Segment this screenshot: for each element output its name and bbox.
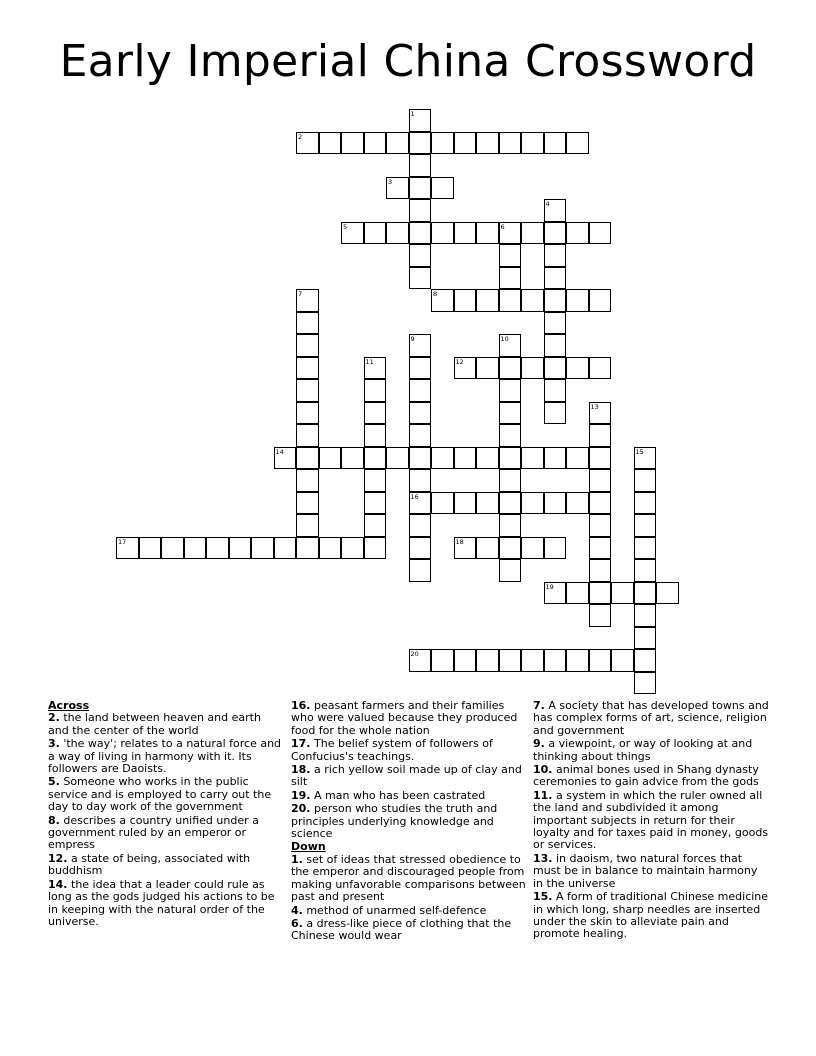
clue-number-label: 2 xyxy=(298,132,303,141)
clue-number: 12. xyxy=(48,851,68,865)
grid-cell[interactable] xyxy=(566,357,589,380)
grid-cell[interactable] xyxy=(409,334,432,357)
grid-cell[interactable] xyxy=(544,334,567,357)
clue-number-label: 18 xyxy=(455,537,464,546)
clue-text: 'the way'; relates to a natural force and a way of living in harmony with it. Its followers are Daoists. xyxy=(48,737,282,776)
clue-number-label: 9 xyxy=(410,335,415,343)
down-clue xyxy=(291,905,527,917)
clue-number-label: 20 xyxy=(410,650,419,658)
grid-cell[interactable] xyxy=(409,357,432,380)
grid-cell[interactable] xyxy=(364,357,387,380)
clue-number: 11. xyxy=(533,788,553,802)
grid-cell[interactable] xyxy=(544,492,567,515)
clue-number: 13. xyxy=(533,851,553,865)
grid-cell[interactable] xyxy=(544,537,567,560)
clue-number-label: 19 xyxy=(545,582,554,591)
clue-text: animal bones used in Shang dynasty ceremonies to gain advice from the gods xyxy=(533,763,759,789)
grid-cell[interactable] xyxy=(341,537,364,560)
grid-cell[interactable] xyxy=(589,357,612,380)
grid-cell[interactable] xyxy=(589,537,612,560)
grid-cell[interactable] xyxy=(409,537,432,560)
clue-number-label: 6 xyxy=(500,222,505,231)
grid-cell[interactable] xyxy=(296,447,319,470)
grid-cell[interactable] xyxy=(409,469,432,492)
clue-text: a rich yellow soil made up of clay and silt xyxy=(291,763,522,789)
grid-cell[interactable] xyxy=(499,447,522,470)
grid-cell[interactable] xyxy=(296,379,319,402)
grid-cell[interactable] xyxy=(589,447,612,470)
clue-text: person who studies the truth and principles underlying knowledge and science xyxy=(291,802,498,841)
clue-text: The belief system of followers of Confucius's teachings. xyxy=(291,737,493,763)
grid-cell[interactable] xyxy=(409,514,432,537)
grid-cell[interactable] xyxy=(544,244,567,267)
grid-cell[interactable] xyxy=(589,289,612,312)
clue-number: 8. xyxy=(48,813,60,827)
clue-number-label: 8 xyxy=(433,290,438,298)
clue-number-label: 17 xyxy=(118,537,127,546)
grid-cell[interactable] xyxy=(544,447,567,470)
page-title: Early Imperial China Crossword xyxy=(59,36,757,87)
grid-cell[interactable] xyxy=(589,222,612,245)
grid-cell[interactable] xyxy=(499,289,522,312)
grid-cell[interactable] xyxy=(296,334,319,357)
grid-cell[interactable] xyxy=(364,132,387,155)
grid-cell[interactable] xyxy=(544,402,567,425)
clue-text: a viewpoint, or way of looking at and thinking about things xyxy=(533,737,753,763)
grid-cell[interactable] xyxy=(341,447,364,470)
grid-cell[interactable] xyxy=(364,379,387,402)
clue-text: peasant farmers and their families who were valued because they produced food for the whole nation xyxy=(291,699,518,737)
grid-cell[interactable] xyxy=(499,424,522,447)
grid-cell[interactable] xyxy=(409,132,432,155)
grid-cell[interactable] xyxy=(364,424,387,447)
clue-number: 7. xyxy=(533,699,545,712)
grid-cell[interactable] xyxy=(589,649,612,672)
clue-text: the land between heaven and earth and the center of the world xyxy=(48,711,261,737)
grid-cell[interactable] xyxy=(521,649,544,672)
grid-cell[interactable] xyxy=(521,492,544,515)
grid-cell[interactable] xyxy=(319,537,342,560)
down-clue xyxy=(533,700,769,737)
grid-cell[interactable] xyxy=(431,289,454,312)
grid-cell[interactable] xyxy=(319,447,342,470)
clue-text: a dress-like piece of clothing that the Chinese would wear xyxy=(291,916,512,943)
across-clue xyxy=(48,853,284,878)
grid-cell[interactable] xyxy=(454,649,477,672)
grid-cell[interactable] xyxy=(409,424,432,447)
clue-number: 10. xyxy=(533,763,553,777)
clue-number-label: 12 xyxy=(455,357,464,366)
grid-cell[interactable] xyxy=(454,357,477,380)
grid-cell[interactable] xyxy=(454,289,477,312)
grid-cell[interactable] xyxy=(476,649,499,672)
clue-text: in daoism, two natural forces that must be in balance to maintain harmony in the universe xyxy=(533,851,758,890)
clue-column-3 xyxy=(533,700,769,942)
clue-number-label: 10 xyxy=(500,335,509,343)
grid-cell[interactable] xyxy=(116,537,139,560)
down-heading: Down xyxy=(291,840,326,854)
grid-cell[interactable] xyxy=(386,177,409,200)
grid-cell[interactable] xyxy=(139,537,162,560)
grid-cell[interactable] xyxy=(589,469,612,492)
grid-cell[interactable] xyxy=(274,447,297,470)
grid-cell[interactable] xyxy=(566,222,589,245)
clue-number-label: 4 xyxy=(545,200,550,208)
grid-cell[interactable] xyxy=(544,379,567,402)
grid-cell[interactable] xyxy=(634,514,657,537)
grid-cell[interactable] xyxy=(206,537,229,560)
grid-cell[interactable] xyxy=(274,537,297,560)
grid-cell[interactable] xyxy=(386,222,409,245)
grid-cell[interactable] xyxy=(296,132,319,155)
clue-number-label: 1 xyxy=(410,110,415,118)
grid-cell[interactable] xyxy=(409,379,432,402)
grid-cell[interactable] xyxy=(544,312,567,335)
grid-cell[interactable] xyxy=(319,132,342,155)
grid-cell[interactable] xyxy=(386,447,409,470)
grid-cell[interactable] xyxy=(634,672,657,695)
clue-number-label: 16 xyxy=(410,492,419,501)
clue-text: Someone who works in the public service and is employed to carry out the day to day work of the government xyxy=(48,775,272,814)
grid-cell[interactable] xyxy=(431,222,454,245)
grid-cell[interactable] xyxy=(566,649,589,672)
grid-cell[interactable] xyxy=(454,222,477,245)
grid-cell[interactable] xyxy=(589,402,612,425)
grid-cell[interactable] xyxy=(566,289,589,312)
grid-cell[interactable] xyxy=(364,222,387,245)
grid-cell[interactable] xyxy=(499,222,522,245)
grid-cell[interactable] xyxy=(409,267,432,290)
grid-cell[interactable] xyxy=(499,267,522,290)
grid-cell[interactable] xyxy=(296,289,319,312)
grid-cell[interactable] xyxy=(476,289,499,312)
grid-cell[interactable] xyxy=(521,222,544,245)
down-clue xyxy=(533,738,769,763)
grid-cell[interactable] xyxy=(476,132,499,155)
clue-number-label: 13 xyxy=(590,402,599,411)
grid-cell[interactable] xyxy=(589,559,612,582)
grid-cell[interactable] xyxy=(611,582,634,605)
clue-number-label: 3 xyxy=(388,177,393,186)
grid-cell[interactable] xyxy=(476,222,499,245)
grid-cell[interactable] xyxy=(364,469,387,492)
grid-cell[interactable] xyxy=(296,402,319,425)
grid-cell[interactable] xyxy=(656,582,679,605)
clue-text: the idea that a leader could rule as long as the gods judged his actions to be in keeping with the natural order of the universe. xyxy=(48,877,275,928)
grid-cell[interactable] xyxy=(364,537,387,560)
grid-cell[interactable] xyxy=(611,649,634,672)
down-clue xyxy=(291,854,527,904)
down-clue xyxy=(533,790,769,852)
clue-number: 18. xyxy=(291,763,311,777)
grid-cell[interactable] xyxy=(634,447,657,470)
grid-cell[interactable] xyxy=(431,177,454,200)
grid-cell[interactable] xyxy=(409,244,432,267)
grid-cell[interactable] xyxy=(409,177,432,200)
grid-cell[interactable] xyxy=(386,132,409,155)
clue-text: A society that has developed towns and has complex forms of art, science, religion and government xyxy=(533,699,769,737)
grid-cell[interactable] xyxy=(431,649,454,672)
clue-text: describes a country unified under a government ruled by an emperor or empress xyxy=(48,813,259,852)
across-clue xyxy=(291,764,527,789)
grid-cell[interactable] xyxy=(521,132,544,155)
grid-cell[interactable] xyxy=(296,537,319,560)
grid-cell[interactable] xyxy=(499,559,522,582)
clue-number: 17. xyxy=(291,737,311,751)
clue-text: set of ideas that stressed obedience to the emperor and discouraged people from making unfavorable comparisons between past and present xyxy=(291,852,526,904)
grid-cell[interactable] xyxy=(634,627,657,650)
grid-cell[interactable] xyxy=(296,357,319,380)
grid-cell[interactable] xyxy=(251,537,274,560)
grid-cell[interactable] xyxy=(161,537,184,560)
clue-text: method of unarmed self-defence xyxy=(306,903,487,917)
grid-cell[interactable] xyxy=(431,447,454,470)
clue-number: 19. xyxy=(291,788,311,802)
grid-cell[interactable] xyxy=(341,222,364,245)
clue-number: 5. xyxy=(48,775,60,789)
grid-cell[interactable] xyxy=(499,357,522,380)
across-clue xyxy=(291,738,527,763)
across-clue xyxy=(48,738,284,775)
grid-cell[interactable] xyxy=(634,537,657,560)
clue-number: 9. xyxy=(533,737,545,751)
clue-number: 2. xyxy=(48,711,60,725)
grid-cell[interactable] xyxy=(296,514,319,537)
down-clue xyxy=(533,764,769,789)
clue-number-label: 14 xyxy=(275,447,284,456)
grid-cell[interactable] xyxy=(544,267,567,290)
clue-number: 15. xyxy=(533,890,553,904)
clue-column-1 xyxy=(48,700,284,929)
grid-cell[interactable] xyxy=(364,402,387,425)
grid-cell[interactable] xyxy=(566,492,589,515)
grid-cell[interactable] xyxy=(521,537,544,560)
clue-number: 6. xyxy=(291,916,303,930)
grid-cell[interactable] xyxy=(476,447,499,470)
across-clue xyxy=(48,776,284,813)
grid-cell[interactable] xyxy=(454,132,477,155)
clue-number-label: 11 xyxy=(365,357,374,366)
across-clue xyxy=(48,879,284,929)
grid-cell[interactable] xyxy=(409,402,432,425)
clue-number-label: 15 xyxy=(635,447,644,456)
grid-cell[interactable] xyxy=(364,492,387,515)
across-heading: Across xyxy=(48,699,90,712)
grid-cell[interactable] xyxy=(409,492,432,515)
grid-cell[interactable] xyxy=(544,222,567,245)
grid-cell[interactable] xyxy=(634,604,657,627)
grid-cell[interactable] xyxy=(634,582,657,605)
grid-cell[interactable] xyxy=(364,514,387,537)
grid-cell[interactable] xyxy=(544,582,567,605)
grid-cell[interactable] xyxy=(499,244,522,267)
grid-cell[interactable] xyxy=(454,447,477,470)
grid-cell[interactable] xyxy=(499,469,522,492)
grid-cell[interactable] xyxy=(476,492,499,515)
grid-cell[interactable] xyxy=(409,222,432,245)
grid-cell[interactable] xyxy=(566,582,589,605)
clue-number: 20. xyxy=(291,802,311,816)
clue-number: 1. xyxy=(291,852,303,866)
clue-number: 3. xyxy=(48,737,60,751)
grid-cell[interactable] xyxy=(544,357,567,380)
grid-cell[interactable] xyxy=(499,402,522,425)
grid-cell[interactable] xyxy=(589,514,612,537)
grid-cell[interactable] xyxy=(521,357,544,380)
grid-cell[interactable] xyxy=(454,537,477,560)
grid-cell[interactable] xyxy=(476,357,499,380)
grid-cell[interactable] xyxy=(431,132,454,155)
clue-text: A man who has been castrated xyxy=(314,788,486,802)
clue-number: 16. xyxy=(291,699,311,712)
grid-cell[interactable] xyxy=(544,132,567,155)
clue-column-2 xyxy=(291,700,527,944)
across-clue xyxy=(291,803,527,840)
across-clue xyxy=(291,700,527,737)
grid-cell[interactable] xyxy=(566,132,589,155)
grid-cell[interactable] xyxy=(634,559,657,582)
grid-cell[interactable] xyxy=(544,289,567,312)
grid-cell[interactable] xyxy=(431,492,454,515)
grid-cell[interactable] xyxy=(589,582,612,605)
clue-text: a state of being, associated with buddhism xyxy=(48,851,251,878)
grid-cell[interactable] xyxy=(634,469,657,492)
grid-cell[interactable] xyxy=(634,649,657,672)
clue-text: A form of traditional Chinese medicine in which long, sharp needles are inserted under the skin to alleviate pain and promote healing. xyxy=(533,890,769,941)
across-clue xyxy=(291,790,527,802)
down-clue xyxy=(533,891,769,941)
clue-number-label: 7 xyxy=(298,290,303,298)
across-clue xyxy=(48,712,284,737)
grid-cell[interactable] xyxy=(499,132,522,155)
grid-cell[interactable] xyxy=(544,199,567,222)
grid-cell[interactable] xyxy=(296,424,319,447)
grid-cell[interactable] xyxy=(341,132,364,155)
across-clue xyxy=(48,815,284,852)
grid-cell[interactable] xyxy=(184,537,207,560)
grid-cell[interactable] xyxy=(454,492,477,515)
down-clue xyxy=(291,918,527,943)
grid-cell[interactable] xyxy=(521,289,544,312)
grid-cell[interactable] xyxy=(499,514,522,537)
grid-cell[interactable] xyxy=(589,424,612,447)
grid-cell[interactable] xyxy=(566,447,589,470)
down-clue xyxy=(533,853,769,890)
grid-cell[interactable] xyxy=(499,537,522,560)
grid-cell[interactable] xyxy=(409,154,432,177)
grid-cell[interactable] xyxy=(409,199,432,222)
grid-cell[interactable] xyxy=(364,447,387,470)
grid-cell[interactable] xyxy=(499,492,522,515)
grid-cell[interactable] xyxy=(296,492,319,515)
grid-cell[interactable] xyxy=(589,604,612,627)
grid-cell[interactable] xyxy=(499,334,522,357)
clue-number: 14. xyxy=(48,877,68,891)
grid-cell[interactable] xyxy=(634,492,657,515)
grid-cell[interactable] xyxy=(229,537,252,560)
grid-cell[interactable] xyxy=(476,537,499,560)
grid-cell[interactable] xyxy=(409,649,432,672)
grid-cell[interactable] xyxy=(521,447,544,470)
grid-cell[interactable] xyxy=(499,379,522,402)
clue-number-label: 5 xyxy=(343,222,348,231)
clue-number: 4. xyxy=(291,903,303,917)
grid-cell[interactable] xyxy=(409,559,432,582)
grid-cell[interactable] xyxy=(296,312,319,335)
grid-cell[interactable] xyxy=(409,447,432,470)
clue-text: a system in which the ruler owned all the land and subdivided it among important subjects in return for their loyalty and for taxes paid in money, goods or services. xyxy=(533,788,769,852)
grid-cell[interactable] xyxy=(589,492,612,515)
grid-cell[interactable] xyxy=(409,109,432,132)
grid-cell[interactable] xyxy=(499,649,522,672)
grid-cell[interactable] xyxy=(296,469,319,492)
grid-cell[interactable] xyxy=(544,649,567,672)
